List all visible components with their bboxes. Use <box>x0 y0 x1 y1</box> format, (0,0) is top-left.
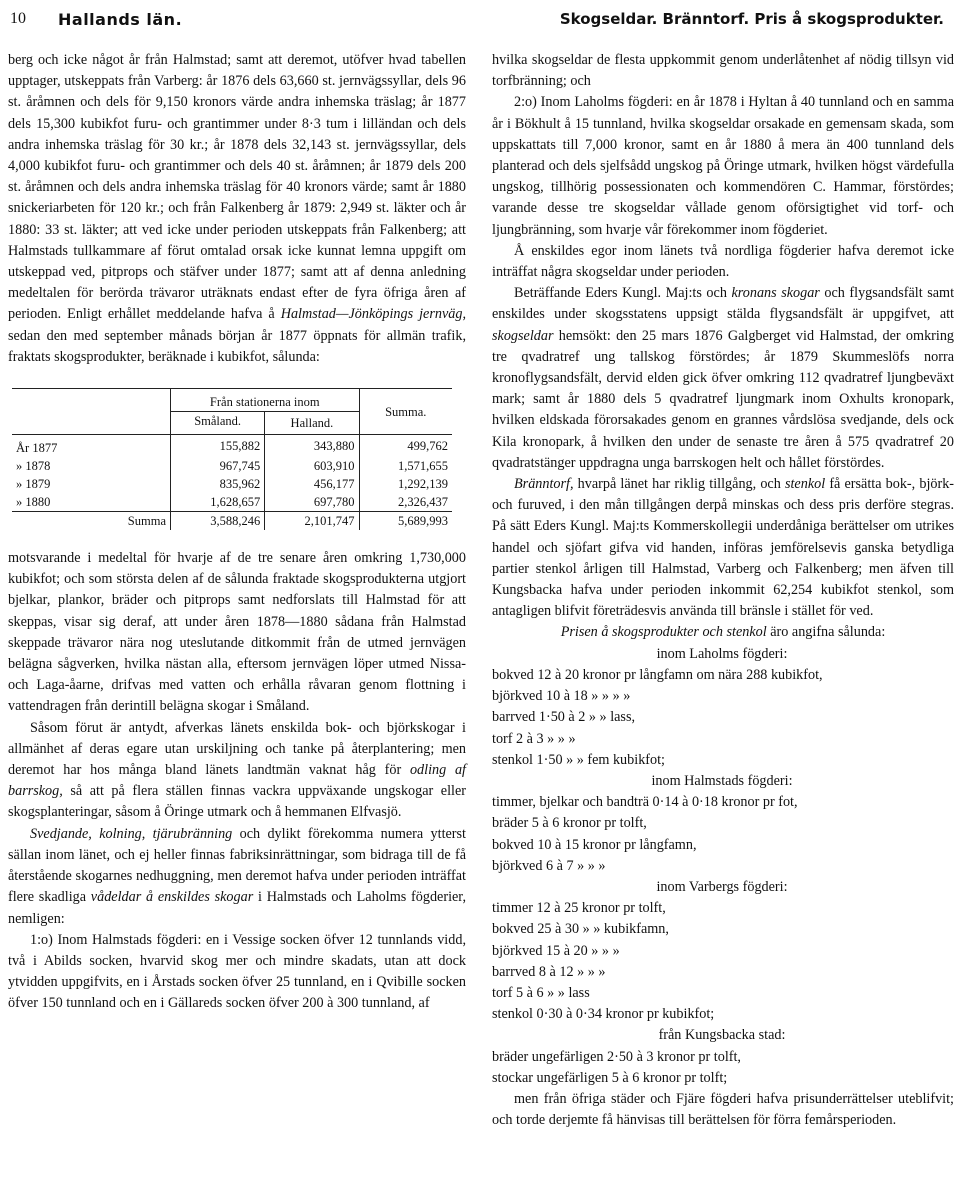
text: äro angifna sålunda: <box>770 624 886 641</box>
row-label: » 1879 <box>16 477 51 492</box>
freight-table <box>12 388 452 530</box>
text: och flygsandsfält samt enskildes under skogsstatens uppsigt stälda flygsandsfält är uppgifvet, att <box>492 285 955 323</box>
text: i Halmstads och Laholms fögderier, nemligen: <box>8 889 467 927</box>
cell: 835,962 <box>171 475 265 493</box>
text: berg och icke något år från Halmstad; samt att deremot, utöfver hvad tabellen upptager, utskeppats från Varberg: år 1876 dels 63,660 st. jernvägssyllar, dels 96 st. åråmnen och dels för 9,150 kronors värde andra inhemska träslag; år 1877 dels 15,300 kubikfot furu- och grantimmer under 8·3 tum i lilländan och dels andra inhemska träslag för 30 kr.; år 1878 dels 32,143 st. jernvägssyllar, dels 4,000 kubikfot furu- och grantimmer och dels 40 st. åråmnen; år 1879 dels 200 st. åråmnen och dels andra inhemska träslag för 40 kronors värde; samt år 1880 snickeriarbeten för 120 kr.; och från Falkenberg år 1879: 2,949 st. läkter och år 1880: 33 st. läkter; att ved icke under perioden utskeppats från Falkenberg; att Halmstads tullkammare af förut omtalad orsak icke kunnat lemna uppgift om utskeppad ved, pitprops och stäfver under 1877; samt att af denna anledning medeltalen för berörda trävaror uträknats endast efter de fyra öfriga åren af perioden. Enligt erhållet meddelande hafva å <box>8 52 466 323</box>
table-row <box>12 493 452 512</box>
cell: 697,780 <box>265 493 359 512</box>
paragraph <box>8 50 466 368</box>
table-sum-row <box>12 512 452 531</box>
paragraph: motsvarande i medeltal för hvarje af de tre senare åren omkring 1,730,000 kubikfot; och som största delen af de sålunda fraktade skogsprodukterna utgjort bjelkar, plankor, bräder och pitprops samt nedforslats till Halmstad för att skeppas, visar sig deraf, att under åren 1878—1880 sådana från Halmstad skeppade trävaror nära nog uteslutande ditkommit från de utmed jernvägen belägna sågverken, hvilka nästan alla, eftersom jernvägen löper utmed Nissa- och Laga-åarne, drifvas med vatten och erhålla råvaran genom flottning i vattendragen från derintill belägna skogar i Småland. <box>8 550 466 715</box>
price-line: barrved 8 à 12 » » » <box>492 963 606 980</box>
cell: 603,910 <box>265 457 359 475</box>
price-line: barrved 1·50 à 2 » » lass, <box>492 709 636 726</box>
paragraph <box>8 824 466 930</box>
price-line: bokved 12 à 20 kronor pr långfamn om nära 288 kubikfot, <box>492 666 823 683</box>
page-number: 10 <box>10 10 26 27</box>
table-row <box>12 457 452 475</box>
price-line: timmer 12 à 25 kronor pr tolft, <box>492 900 666 917</box>
italic-text: Svedjande, kolning, tjärubränning <box>30 825 233 842</box>
cell: 1,571,655 <box>359 457 452 475</box>
price-line: bokved 25 à 30 » » kubikfamn, <box>492 921 669 938</box>
district-heading: inom Halmstads fögderi: <box>651 772 793 789</box>
price-line: stenkol 0·30 à 0·34 kronor pr kubikfot; <box>492 1006 715 1023</box>
text: så att på flera ställen finnas vackra uppväxande ungskogar eller skogsplanteringar, såsom å Öringe utmark och å hemmanen Elfvasjö. <box>8 783 466 821</box>
italic-text: Halmstad—Jönköpings jernväg, <box>280 306 466 323</box>
cell: 967,745 <box>171 457 265 475</box>
text: Beträffande Eders Kungl. Maj:ts och <box>514 285 727 302</box>
left-column <box>8 50 466 1015</box>
district-heading: inom Varbergs fögderi: <box>656 878 788 895</box>
italic-text: kronans skogar <box>731 285 820 302</box>
paragraph <box>492 474 954 622</box>
paragraph: men från öfriga städer och Fjäre fögderi hafva prisunderrättelser uteblifvit; och torde derjemte få hänvisas till berättelsen för förra femårsperioden. <box>492 1090 954 1129</box>
price-line: bokved 10 à 15 kronor pr långfamn, <box>492 836 697 853</box>
cell: 155,882 <box>171 435 265 458</box>
italic-text: stenkol <box>784 476 826 493</box>
paragraph: 1:o) Inom Halmstads fögderi: en i Vessige socken öfver 12 tunnlands vidd, två i Abilds socken, hvarvid skog mer och mindre skadats, utan att dock ytvidden uppgifvits, en i Årstads socken öfver 25 tunnland, en i Qvibille socken öfver 150 tunnland och en i Gällareds socken öfver 200 à 300 tunnland, af <box>8 931 466 1012</box>
paragraph: Å enskildes egor inom länets två nordliga fögderier hafva deremot icke inträffat några skogseldar under perioden. <box>492 242 954 281</box>
district-heading: från Kungsbacka stad: <box>658 1027 786 1044</box>
table-row <box>12 475 452 493</box>
paragraph <box>492 283 954 474</box>
table-col-smaland: Småland. <box>171 412 265 435</box>
district-heading: inom Laholms fögderi: <box>656 645 788 662</box>
row-label: » 1878 <box>16 459 51 474</box>
price-line: björkved 6 à 7 » » » <box>492 857 606 874</box>
cell: 343,880 <box>265 435 359 458</box>
text: hemsökt: den 25 mars 1876 Galgberget vid Halmstad, der omkring tre qvadratref ung tallskog förstördes; år 1879 Skummeslöfs norra kronoflygsandsfält, dervid elden gick öfver omkring 112 qvadratref ljungbeväxt mark; samt år 1880 dels 5 qvadratref ljungmark inom Oxhults kronopark, hvilken eldskada förorsakades genom en grannes vårdslösa svedjande, dels ock Kila kronopark, å hvilken den under de senaste tre åren å 575 qvadratref 20 qvadratstänger uppdragna unga barrskogen helt och hållet förstördes. <box>492 327 955 471</box>
page-header <box>0 10 960 34</box>
price-line: bräder ungefärligen 2·50 à 3 kronor pr tolft, <box>492 1048 741 1065</box>
italic-text: Bränntorf, <box>514 476 574 493</box>
price-line: timmer, bjelkar och bandträ 0·14 à 0·18 kronor pr fot, <box>492 794 798 811</box>
cell: 2,101,747 <box>265 512 359 531</box>
cell: 1,628,657 <box>171 493 265 512</box>
table-row <box>12 435 452 458</box>
sum-label: Summa <box>12 512 171 531</box>
price-line: bräder 5 à 6 kronor pr tolft, <box>492 815 647 832</box>
paragraph: 2:o) Inom Laholms fögderi: en år 1878 i Hyltan å 40 tunnland och en samma år i Bökhult å 15 tunnland, hvilka skogseldar orsakade en gemensam skada, som uppskattats till 7,000 kronor, samt en år 1880 å mera än 400 tunnland dels planterad och dels sjelfsådd ungskog på Öringe utmark, hvilken högst värdefulla ungskog, tillhörig possessionaten och kommendören C. Hammar, förstördes; varande desse tre skogseldar vållade genom oförsigtighet vid torf- och ljungbränning, som hvarje vår förekommer inom fögderiet. <box>492 94 954 238</box>
cell: 2,326,437 <box>359 493 452 512</box>
right-column <box>492 50 954 1131</box>
row-label: » 1880 <box>16 495 51 510</box>
price-line: stenkol 1·50 » » fem kubikfot; <box>492 751 665 768</box>
price-line: stockar ungefärligen 5 à 6 kronor pr tolft; <box>492 1069 728 1086</box>
price-line: björkved 10 à 18 » » » » <box>492 688 631 705</box>
running-title: Hallands län. <box>58 10 183 29</box>
text: Såsom förut är antydt, afverkas länets enskilda bok- och björkskogar i allmänhet af deras egare utan urskiljning och tanke på återplantering; men deremot har hos många bland länets landtmän vaknat håg för <box>8 719 466 779</box>
cell: 5,689,993 <box>359 512 452 531</box>
table-col-halland: Halland. <box>265 412 359 435</box>
italic-text: Prisen å skogsprodukter och stenkol <box>560 624 767 641</box>
price-line: torf 2 à 3 » » » <box>492 730 576 747</box>
text: hvarpå länet har riklig tillgång, och <box>577 476 781 493</box>
price-line: björkved 15 à 20 » » » <box>492 942 620 959</box>
italic-text: vådeldar å enskildes skogar <box>90 889 254 906</box>
text: sedan den med september månads början år 1877 öppnats för allmän trafik, fraktats skogsprodukter, beräknade i kubikfot, sålunda: <box>8 327 466 365</box>
cell: 499,762 <box>359 435 452 458</box>
table-group-header: Från stationerna inom <box>171 389 360 412</box>
paragraph <box>8 718 466 824</box>
text: få ersätta bok-, björk- och furuved, i den mån tillgången derpå minskas och dess pris derföre stegras. På sätt Eders Kungl. Maj:ts Kommerskollegii underdåniga berättelser om utrikes handel och sjöfart gifva vid handen, införas jemförelsevis ganska betydliga partier stenkol årligen till Halmstad, Varberg och Falkenberg; men äfven till Kungsbacka hafva under perioden inkommit 62,254 kubikfot stenkol, som antagligen blifvit företrädesvis använda till bränsle i stället för ved. <box>492 476 955 620</box>
row-label: År 1877 <box>16 441 58 456</box>
cell: 1,292,139 <box>359 475 452 493</box>
italic-text: skogseldar <box>492 327 554 344</box>
price-list <box>492 644 952 1089</box>
paragraph <box>492 622 954 643</box>
cell: 456,177 <box>265 475 359 493</box>
table-col-summa: Summa. <box>359 389 452 435</box>
text: och dylikt förekomma numera ytterst sällan inom länet, och ej heller finnas fabriksinrättningar, som bidraga till de få återstående skogarnes nedhuggning, men deremot hafva under perioden inträffat flere skadliga <box>8 825 466 906</box>
price-line: torf 5 à 6 » » lass <box>492 984 590 1001</box>
italic-text: odling af barrskog, <box>8 762 467 800</box>
cell: 3,588,246 <box>171 512 265 531</box>
paragraph: hvilka skogseldar de flesta uppkommit genom underlåtenhet af nödig tillsyn vid torfbränning; och <box>492 52 954 90</box>
running-subject: Skogseldar. Bränntorf. Pris å skogsprodukter. <box>559 10 944 28</box>
